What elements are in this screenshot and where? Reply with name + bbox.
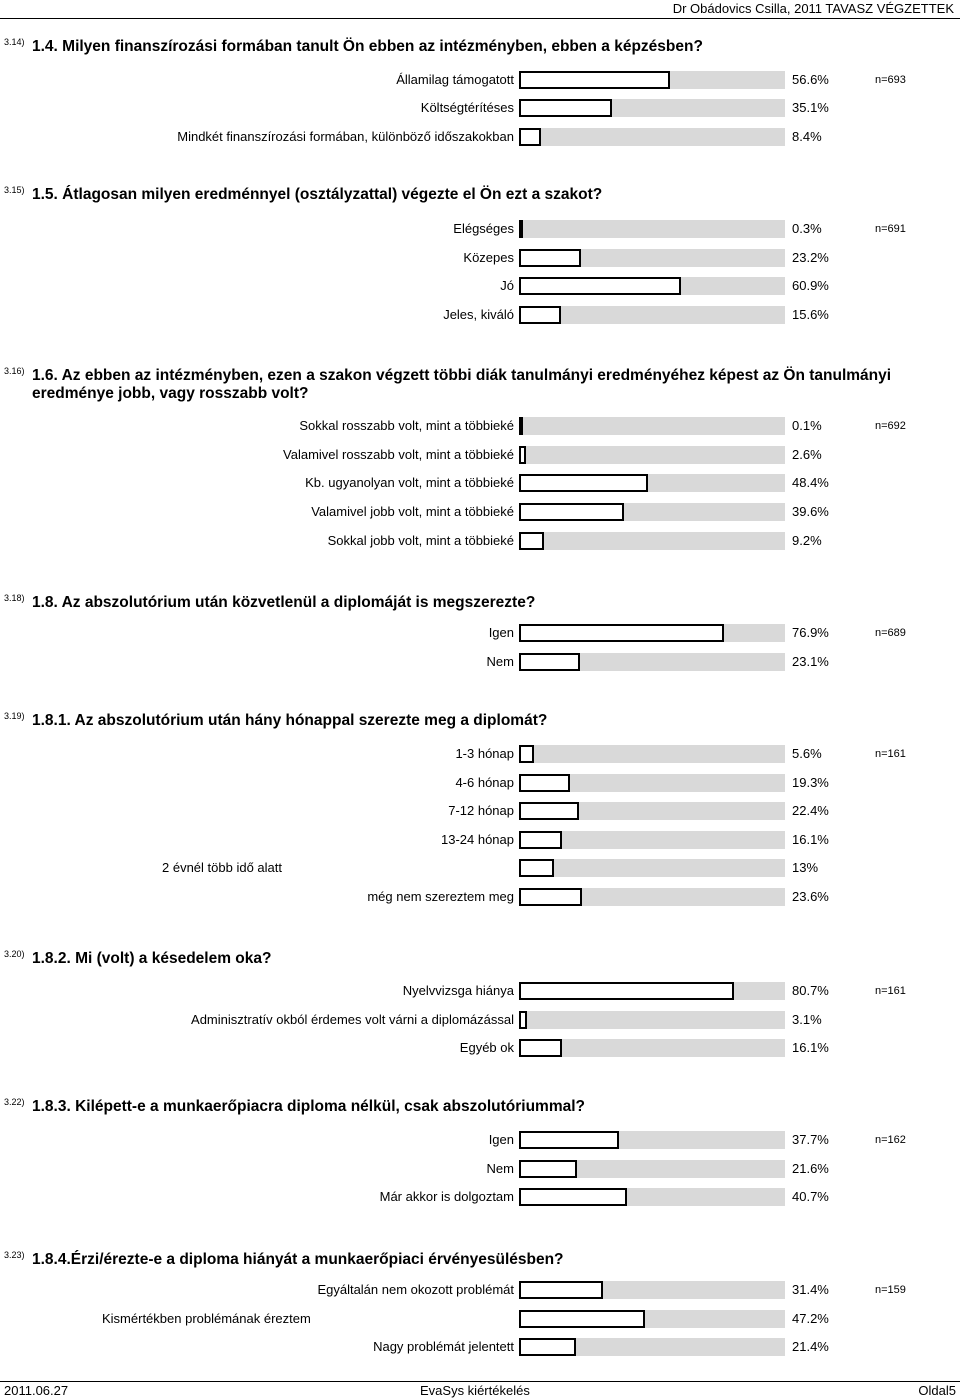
answer-label: Költségtérítéses: [420, 100, 514, 116]
bar-track: [519, 249, 785, 267]
answer-label: Mindkét finanszírozási formában, különböző időszakokban: [177, 128, 514, 144]
percent-label: 37.7%: [792, 1132, 829, 1147]
bar: [519, 503, 624, 521]
bar-track: [519, 802, 785, 820]
percent-label: 31.4%: [792, 1282, 829, 1297]
bar-track: [519, 1188, 785, 1206]
question-number: 3.16): [4, 366, 25, 376]
bar: [519, 982, 734, 1000]
bar-track: [519, 1281, 785, 1299]
bar: [519, 306, 561, 324]
question-title: 1.8.3. Kilépett-e a munkaerőpiacra diploma nélkül, csak abszolutóriummal?: [32, 1098, 586, 1115]
question-title: 1.8. Az abszolutórium után közvetlenül a diplomáját is megszerezte?: [32, 594, 536, 611]
question-title: 1.8.2. Mi (volt) a késedelem oka?: [32, 950, 272, 967]
bar: [519, 220, 523, 238]
bar: [519, 474, 648, 492]
question-number: 3.20): [4, 949, 25, 959]
percent-label: 2.6%: [792, 446, 822, 462]
header-divider: [0, 18, 960, 19]
percent-label: 5.6%: [792, 746, 822, 761]
bar: [519, 802, 579, 820]
question-title: 1.8.1. Az abszolutórium után hány hónappal szerezte meg a diplomát?: [32, 712, 548, 729]
answer-label: Kismértékben problémának éreztem: [102, 1310, 311, 1326]
bar: [519, 1188, 627, 1206]
percent-label: 21.4%: [792, 1339, 829, 1354]
answer-label: Nem: [486, 1160, 514, 1176]
answer-label: Egyéb ok: [459, 1040, 514, 1055]
bar-track: [519, 831, 785, 849]
bar: [519, 1011, 527, 1029]
answer-label: 13-24 hónap: [440, 831, 514, 847]
percent-label: 80.7%: [792, 983, 829, 998]
question-title: 1.6. Az ebben az intézményben, ezen a szakon végzett többi diák tanulmányi eredményéhez képest az Ön tanulmányi eredménye jobb, vagy rosszabb volt?: [32, 367, 892, 402]
question-title: 1.5. Átlagosan milyen eredménnyel (osztályzattal) végezte el Ön ezt a szakot?: [32, 186, 603, 203]
answer-label: Már akkor is dolgoztam: [379, 1189, 514, 1204]
bar-track: [519, 982, 785, 1000]
question-number: 3.18): [4, 593, 25, 603]
bar-track: [519, 1160, 785, 1178]
bar: [519, 446, 526, 464]
answer-label: 2 évnél több idő alatt: [162, 860, 282, 876]
bar-track: [519, 653, 785, 671]
answer-label: Valamivel rosszabb volt, mint a többieké: [283, 446, 514, 462]
bar-track: [519, 220, 785, 238]
percent-label: 0.1%: [792, 418, 822, 433]
bar: [519, 128, 541, 146]
percent-label: 40.7%: [792, 1189, 829, 1204]
footer-page: Oldal5: [918, 1383, 956, 1398]
percent-label: 56.6%: [792, 72, 829, 87]
bar-track: [519, 624, 785, 642]
bar-track: [519, 1039, 785, 1057]
answer-label: Közepes: [463, 249, 514, 265]
bar: [519, 888, 582, 906]
sample-size: n=161: [875, 985, 906, 997]
percent-label: 21.6%: [792, 1160, 829, 1176]
answer-label: Jeles, kiváló: [443, 307, 514, 323]
bar: [519, 532, 544, 550]
question-number: 3.23): [4, 1250, 25, 1260]
bar: [519, 1310, 645, 1328]
question-title: 1.8.4.Érzi/érezte-e a diploma hiányát a munkaerőpiaci érvényesülésben?: [32, 1251, 564, 1268]
bar-track: [519, 859, 785, 877]
footer-center: EvaSys kiértékelés: [420, 1383, 530, 1398]
percent-label: 35.1%: [792, 100, 829, 116]
bar-track: [519, 417, 785, 435]
bar-track: [519, 99, 785, 117]
percent-label: 47.2%: [792, 1310, 829, 1326]
bar: [519, 1281, 603, 1299]
answer-label: Igen: [488, 625, 514, 640]
bar-track: [519, 128, 785, 146]
sample-size: n=689: [875, 627, 906, 639]
bar-track: [519, 888, 785, 906]
answer-label: Elégséges: [453, 221, 514, 236]
bar-track: [519, 774, 785, 792]
percent-label: 13%: [792, 860, 819, 876]
bar-track: [519, 532, 785, 550]
answer-label: Sokkal jobb volt, mint a többieké: [327, 532, 514, 548]
footer-divider: [0, 1381, 960, 1382]
percent-label: 16.1%: [792, 1040, 829, 1055]
bar-track: [519, 71, 785, 89]
bar-track: [519, 306, 785, 324]
percent-label: 16.1%: [792, 831, 829, 847]
answer-label: Valamivel jobb volt, mint a többieké: [311, 504, 514, 520]
bar: [519, 417, 523, 435]
bar: [519, 249, 581, 267]
bar: [519, 653, 580, 671]
bar: [519, 624, 724, 642]
percent-label: 23.1%: [792, 653, 829, 669]
bar-track: [519, 446, 785, 464]
percent-label: 9.2%: [792, 532, 822, 548]
sample-size: n=692: [875, 420, 906, 432]
bar: [519, 71, 670, 89]
percent-label: 23.6%: [792, 889, 829, 904]
question-number: 3.19): [4, 711, 25, 721]
bar-track: [519, 1310, 785, 1328]
answer-label: Nagy problémát jelentett: [373, 1339, 514, 1354]
bar: [519, 277, 681, 295]
sample-size: n=693: [875, 74, 906, 86]
bar: [519, 1160, 577, 1178]
bar-track: [519, 1338, 785, 1356]
percent-label: 0.3%: [792, 221, 822, 236]
bar-track: [519, 1011, 785, 1029]
percent-label: 76.9%: [792, 625, 829, 640]
sample-size: n=691: [875, 223, 906, 235]
question-title: 1.4. Milyen finanszírozási formában tanult Ön ebben az intézményben, ebben a képzésben?: [32, 38, 703, 55]
bar-track: [519, 474, 785, 492]
bar-track: [519, 503, 785, 521]
bar-track: [519, 745, 785, 763]
answer-label: Adminisztratív okból érdemes volt várni a diplomázással: [191, 1011, 514, 1027]
answer-label: Igen: [488, 1132, 514, 1147]
percent-label: 23.2%: [792, 249, 829, 265]
bar: [519, 774, 570, 792]
bar-track: [519, 277, 785, 295]
bar: [519, 99, 612, 117]
answer-label: még nem szereztem meg: [367, 889, 514, 904]
answer-label: Államilag támogatott: [396, 72, 514, 87]
answer-label: 7-12 hónap: [448, 803, 514, 819]
bar: [519, 831, 562, 849]
bar: [519, 1338, 576, 1356]
answer-label: 4-6 hónap: [455, 774, 514, 790]
sample-size: n=159: [875, 1284, 906, 1296]
bar-track: [519, 1131, 785, 1149]
question-number: 3.22): [4, 1097, 25, 1107]
bar: [519, 745, 534, 763]
bar: [519, 1039, 562, 1057]
percent-label: 19.3%: [792, 774, 829, 790]
footer-date: 2011.06.27: [4, 1383, 69, 1398]
percent-label: 22.4%: [792, 803, 829, 819]
answer-label: 1-3 hónap: [455, 746, 514, 761]
answer-label: Nyelvvizsga hiánya: [402, 983, 514, 998]
question-number: 3.15): [4, 185, 25, 195]
percent-label: 3.1%: [792, 1011, 822, 1027]
sample-size: n=161: [875, 748, 906, 760]
answer-label: Nem: [486, 653, 514, 669]
percent-label: 15.6%: [792, 307, 829, 323]
answer-label: Kb. ugyanolyan volt, mint a többieké: [305, 475, 514, 491]
percent-label: 60.9%: [792, 278, 829, 294]
answer-label: Egyáltalán nem okozott problémát: [317, 1282, 514, 1297]
header-author: Dr Obádovics Csilla, 2011 TAVASZ VÉGZETTEK: [672, 1, 954, 16]
sample-size: n=162: [875, 1134, 906, 1146]
percent-label: 48.4%: [792, 475, 829, 491]
question-number: 3.14): [4, 37, 25, 47]
answer-label: Sokkal rosszabb volt, mint a többieké: [299, 418, 514, 433]
percent-label: 8.4%: [792, 128, 822, 144]
percent-label: 39.6%: [792, 504, 829, 520]
bar: [519, 1131, 619, 1149]
answer-label: Jó: [500, 278, 514, 294]
bar: [519, 859, 554, 877]
